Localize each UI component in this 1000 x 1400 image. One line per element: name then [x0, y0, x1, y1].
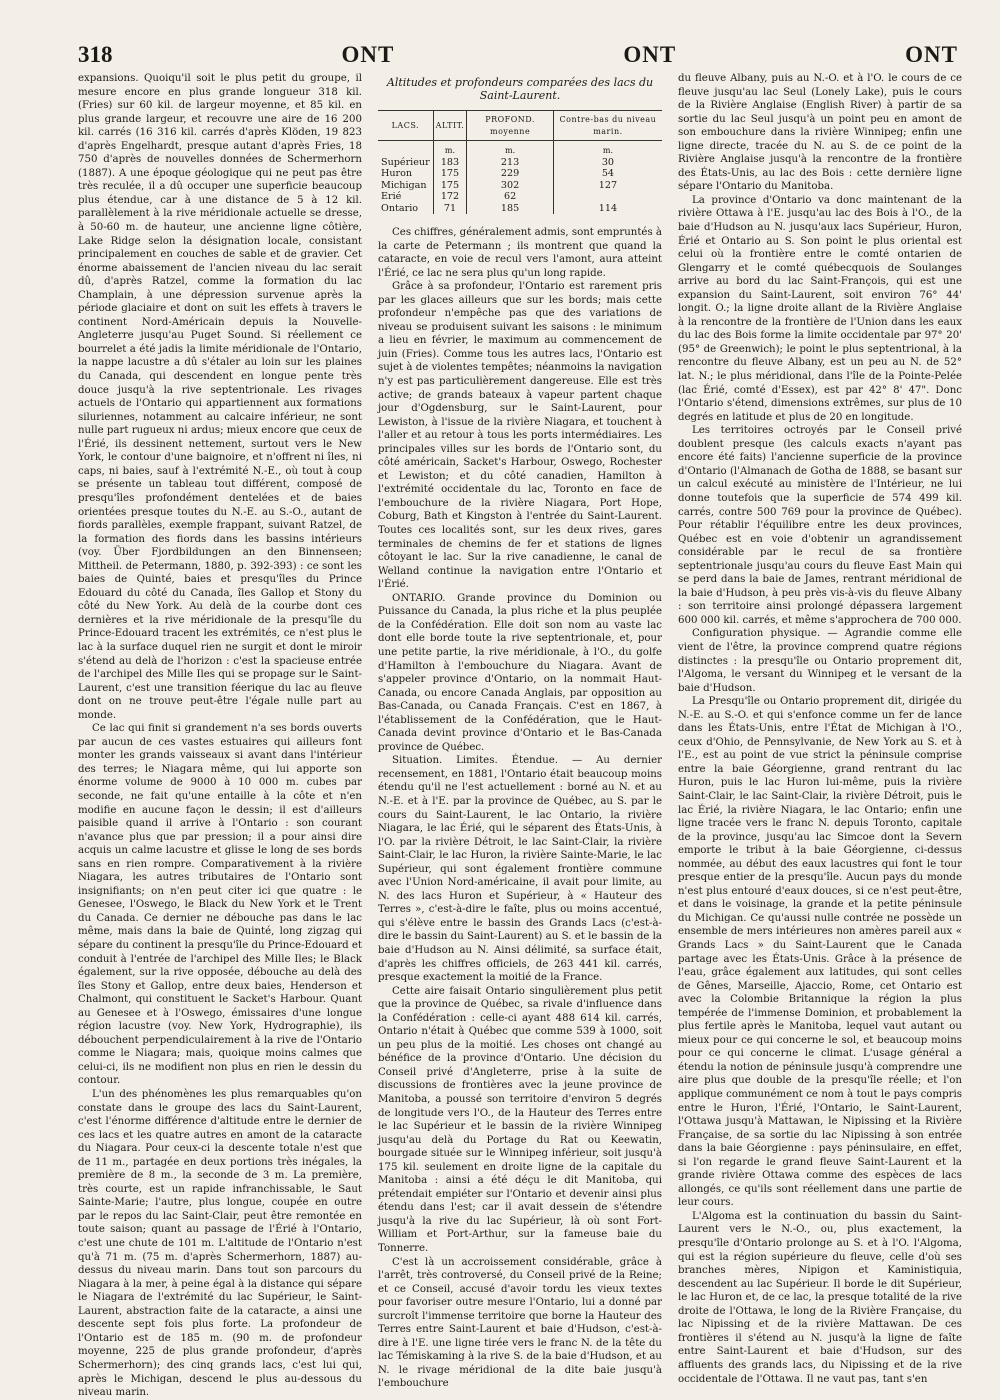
lake-name: Michigan	[381, 179, 427, 191]
article-entry-ontario: ONTARIO. Grande province du Dominion ou Puissance du Canada, la plus riche et la plus peuplée de la Confédération. Elle doit son nom au vaste lac dont elle borde toute la rive septentrionale, et, pour une petite partie, la rive méridionale, à l'O., du golfe d'Hamilton à l'embouchure du Niagara. Avant de s'appeler province d'Ontario, on la nommait Haut-Canada, ou encore Canada Anglais, par opposition au Bas-Canada, ou Canada Français. C'est en 1867, à l'établissement de la Confédération, que le Haut-Canada devint province d'Ontario et le Bas-Canada province de Québec.	[378, 592, 662, 753]
lake-below-sea	[553, 191, 662, 203]
lake-altitude: 71	[433, 203, 467, 215]
lake-depth: 62	[467, 191, 554, 203]
paragraph: Grâce à sa profondeur, l'Ontario est rarement pris par les glaces ailleurs que sur les bords; mais cette profondeur n'empêche pas que des variations de niveau se produisent suivant les saisons : le minimum a lieu en février, le maximum au commencement de juin (Fries). Comme tous les autres lacs, l'Ontario est sujet à de violentes tempêtes; néanmoins la navigation n'y est pas particulièrement dangereuse. Elle est très active; de grands bateaux à vapeur partent chaque jour d'Ogdensburg, sur le Saint-Laurent, pour Lewiston, à l'issue de la rivière Niagara, et touchent à l'aller et au retour à tous les ports intermédiaires. Les principales villes sur les bords de l'Ontario sont, du côté américain, Sacket's Harbour, Oswego, Rochester et Lewiston; et du côté canadien, Hamilton à l'extrémité occidentale du lac, Toronto en face de l'embouchure de la rivière Niagara, Port Hope, Coburg, Bath et Kingston à l'entrée du Saint-Laurent. Toutes ces localités sont, sur les deux rives, gares terminales de chemins de fer et stations de lignes côtoyant le lac. Sur la rive canadienne, le canal de Welland continue la navigation entre l'Ontario et l'Érié.	[378, 281, 662, 591]
unit: m.	[553, 141, 662, 157]
text-columns	[78, 72, 962, 1399]
lake-altitude: 175	[433, 168, 467, 180]
paragraph: L'un des phénomènes les plus remarquables qu'on constate dans le groupe des lacs du Saint-Laurent, c'est l'énorme différence d'altitude entre le dernier de ces lacs et les quatre autres en amont de la cataracte du Niagara. Pour ceux-ci la descente totale n'est que de 11 m., partagée en deux portions très inégales, la première de 8 m., la seconde de 3 m. La première, très courte, est un rapide infranchissable, le Saut Sainte-Marie; l'autre, plus longue, coupée en outre par le repos du lac Saint-Clair, peut être remontée en toute saison; quant au passage de l'Érié à l'Ontario, c'est une chute de 101 m. L'altitude de l'Ontario n'est qu'à 71 m. (75 m. d'après Schermerhorn, 1887) au-dessus du niveau marin. Dans tout son parcours du Niagara à la mer, à peine égal à la distance qui sépare le Niagara de l'extrémité du lac Supérieur, le Saint-Laurent, abstraction faite de la cataracte, a ainsi une descente sept fois plus forte. La profondeur de l'Ontario est de 185 m. (90 m. de profondeur moyenne, 225 de plus grande profondeur, d'après Schermerhorn); des cinq grands lacs, c'est lui qui, après le Michigan, descend le plus au-dessous du niveau marin.	[78, 1089, 362, 1399]
lake-name: Ontario	[381, 202, 419, 214]
lake-depth: 213	[467, 157, 554, 169]
lake-below-sea: 127	[553, 180, 662, 192]
paragraph: Configuration physique. — Agrandie comme elle vient de l'être, la province comprend quatre régions distinctes : la presqu'île ou Ontario proprement dit, l'Algoma, le versant du Winnipeg et le versant de la baie d'Hudson.	[678, 628, 962, 694]
table-units-row	[378, 141, 662, 157]
paragraph: Ces chiffres, généralement admis, sont empruntés à la carte de Petermann ; ils montrent que quand la cataracte, en voie de recul vers l'amont, aura atteint l'Érié, ce lac ne sera plus qu'un long rapide.	[378, 227, 662, 279]
paragraph: La province d'Ontario va donc maintenant de la rivière Ottawa à l'E. jusqu'au lac des Bois à l'O., de la baie d'Hudson au N. jusqu'aux lacs Supérieur, Huron, Érié et Ontario au S. Son point le plus oriental est celui où la frontière entre le comté ontarien de Glengarry et le comté québecquois de Soulanges arrive au bord du lac Saint-François, qui est une expansion du Saint-Laurent, soit environ 76° 44' longit. O.; la ligne droite allant de la Rivière Anglaise à la rencontre de la frontière de l'Union dans les eaux du lac des Bois forme la limite occidentale par 97° 20' (95° de Greenwich); le point le plus septentrional, à la rencontre du fleuve Albany, est un peu au N. de 52° lat. N.; le plus méridional, dans l'île de la Pointe-Pelée (lac Érié, comté d'Essex), est par 42° 8' 47". Donc l'Ontario s'étend, dimensions extrêmes, sur plus de 10 degrés en latitude et plus de 20 en longitude.	[678, 194, 962, 423]
table-title: Altitudes et profondeurs comparées des lacs du Saint-Laurent.	[386, 76, 654, 102]
paragraph: du fleuve Albany, puis au N.-O. et à l'O. le cours de ce fleuve jusqu'au lac Seul (Lonely Lake), puis le cours de la Rivière Anglaise (English River) à partir de sa sortie du lac Seul jusqu'à un point peu en amont de son embouchure dans la rivière Winnipeg; enfin une ligne directe, tracée du N. au S. de ce point de la Rivière Anglaise jusqu'à la rencontre de la frontière des États-Unis, au lac des Bois : cette dernière ligne sépare l'Ontario du Manitoba.	[678, 73, 962, 193]
lake-below-sea: 114	[553, 203, 662, 215]
table-header-below-sea: Contre-bas du niveau marin.	[553, 111, 662, 141]
paragraph: Situation. Limites. Étendue. — Au dernier recensement, en 1881, l'Ontario était beaucoup moins étendu qu'il ne l'est actuellement : borné au N. et au N.-E. et à l'E. par la province de Québec, au S. par le cours du Saint-Laurent, le lac Ontario, la rivière Niagara, le lac Érié, qui le séparent des États-Unis, à l'O. par la rivière Détroit, le lac Saint-Clair, la rivière Saint-Clair, le lac Huron, la rivière Sainte-Marie, le lac Supérieur, qui sont également frontière commune avec l'Union Nord-américaine, il avait pour limite, au N. des lacs Huron et Supérieur, à « Hauteur des Terres », c'est-à-dire le faîte, plus ou moins accentué, qui s'élève entre le bassin des Grands Lacs (c'est-à-dire le bassin du Saint-Laurent) au S. et le bassin de la baie d'Hudson au N. Ainsi délimité, sa surface était, d'après les chiffres officiels, de 263 441 kil. carrés, presque exactement la moitié de la France.	[378, 755, 662, 984]
unit: m.	[433, 141, 467, 157]
lake-altitude: 175	[433, 180, 467, 192]
paragraph: La Presqu'île ou Ontario proprement dit, dirigée du N.-E. au S.-O. et qui s'enfonce comme un fer de lance dans les États-Unis, entre l'État de Michigan à l'O., ceux d'Ohio, de Pennsylvanie, de New York au S. et à l'E., est au point de vue strict la péninsule comprise entre la baie Géorgienne, grand rentrant du lac Huron, puis le lac Huron lui-même, puis la rivière Saint-Clair, le lac Saint-Clair, la rivière Détroit, puis le lac Érié, la rivière Niagara, le lac Ontario; enfin une ligne tracée vers le franc N. depuis Toronto, capitale de la province, jusqu'au lac Simcoe dont la Severn emporte le tribut à la baie Géorgienne, ci-dessus nommée, au début des eaux lacustres qui font le tour presque entier de la presqu'île. Aucun pays du monde n'est plus entouré d'eaux douces, si ce n'est peut-être, et dans le voisinage, la grande et la petite péninsule du Michigan. Ce qu'aussi nulle contrée ne possède un ensemble de mers intérieures non amères pareil aux « Grands Lacs » du Saint-Laurent que le Canada partage avec les États-Unis. Grâce à la présence de l'eau, grâce également aux latitudes, qui sont celles de Gênes, Marseille, Ajaccio, Rome, cet Ontario est avec la Colombie Britannique la région la plus tempérée de l'immense Dominion, et probablement la plus fertile après le Manitoba, lequel vaut autant ou mieux pour ce qui concerne le sol, et beaucoup moins pour ce qui concerne le climat. L'usage général a étendu la notion de péninsule jusqu'à comprendre une aire plus que double de la presqu'île réelle; et l'on applique communément ce nom à tout le pays compris entre le Huron, l'Érié, l'Ontario, le Saint-Laurent, l'Ottawa jusqu'à Mattawan, le Nipissing et la Rivière Française, de sa sortie du lac Nipissing à son entrée dans la baie Géorgienne : pays péninsulaire, en effet, si l'on regarde le grand fleuve Saint-Laurent et la grande rivière Ottawa comme des espèces de lacs allongés, ce qu'ils sont réellement dans une partie de leur cours.	[678, 696, 962, 1209]
paragraph: Les territoires octroyés par le Conseil privé doublent presque (les calculs exacts n'ayant pas encore été faits) l'ancienne superficie de la province d'Ontario (l'Almanach de Gotha de 1888, se basant sur un calcul exécuté au ministère de l'Intérieur, ne lui donne toutefois que la superficie de 574 499 kil. carrés, contre 500 769 pour la province de Québec). Pour rétablir l'équilibre entre les deux provinces, Québec est en voie d'obtenir un agrandissement considérable par le recul de sa frontière septentrionale jusqu'au cours du fleuve East Main qui se perd dans la baie de James, rentrant méridional de la baie d'Hudson, à peu près vis-à-vis du fleuve Albany : son territoire ainsi prolongé dépassera largement 600 000 kil. carrés, et même s'approchera de 700 000.	[678, 425, 962, 626]
table-row	[378, 168, 662, 180]
column-right	[678, 72, 962, 1385]
paragraph: Ce lac qui finit si grandement n'a ses bords ouverts par aucun de ces vastes estuaires qui ailleurs font monter les grands vaisseaux si avant dans l'intérieur des terres; le Niagara même, qui lui apporte son énorme volume de 9000 à 10 000 m. cubes par seconde, ne fait qu'une entaille à la côte et n'en modifie en aucune façon le dessin; il est d'ailleurs paisible quand il arrive à l'Ontario : son courant n'avance plus que par pression; il a pour ainsi dire acquis un calme lacustre et glisse le long de ses bords sans en rien rompre. Comparativement à la rivière Niagara, les autres tributaires de l'Ontario sont insignifiants; on n'en peut citer ici que quatre : le Genesee, l'Oswego, le Black du New York et le Trent du Canada. Ce dernier ne débouche pas dans le lac même, mais dans la baie de Quinté, long zigzag qui sépare du continent la presqu'île du Prince-Edouard et conduit à l'entrée de l'archipel des Mille Iles; le Black également, sur la rive opposée, débouche au delà des îles Stony et Gallop, entre deux baies, Henderson et Chalmont, qui constituent le Sacket's Harbour. Quant au Genesee et à l'Oswego, émissaires d'une longue région lacustre (voy. New York, Hydrographie), ils débouchent perpendiculairement à la rive de l'Ontario comme le Niagara; mais, quoique moins calmes que celui-ci, ils ne modifient non plus en rien le dessin du contour.	[78, 723, 362, 1087]
running-head-right: ONT	[905, 42, 958, 67]
table-row	[378, 157, 662, 169]
table-row	[378, 180, 662, 192]
altitudes-table	[378, 110, 662, 214]
table-row	[378, 191, 662, 203]
paragraph: Cette aire faisait Ontario singulièrement plus petit que la province de Québec, sa rivale d'influence dans la Confédération : celle-ci ayant 488 614 kil. carrés, Ontario n'était à Québec que comme 539 à 1000, soit un peu plus de la moitié. Les choses ont changé au bénéfice de la province d'Ontario. Une décision du Conseil privé d'Angleterre, prise à la suite de discussions de frontières avec la jeune province de Manitoba, a poussé son territoire d'environ 5 degrés de longitude vers l'O., de la Hauteur des Terres entre le lac Supérieur et le bassin de la rivière Winnipeg jusqu'au delà du Portage du Rat ou Keewatin, bourgade située sur le Winnipeg inférieur, soit jusqu'à 175 kil. seulement en droite ligne de la capitale du Manitoba : ainsi a été déçu le dit Manitoba, qui prétendait empiéter sur l'Ontario et devenir ainsi plus étendu dans l'est; car il avait dessein de s'étendre jusqu'à la rive du lac Supérieur, là où sont Fort-William et Port-Arthur, sur la fameuse baie du Tonnerre.	[378, 985, 662, 1255]
unit: m.	[467, 141, 554, 157]
lake-depth: 185	[467, 203, 554, 215]
lake-depth: 229	[467, 168, 554, 180]
running-head-center: ONT	[623, 42, 677, 67]
table-header-depth: PROFOND. moyenne	[467, 111, 554, 141]
page-number: 318	[78, 42, 113, 67]
lake-name: Huron	[381, 168, 413, 179]
paragraph: L'Algoma est la continuation du bassin du Saint-Laurent vers le N.-O., ou, plus exactement, la presqu'île d'Ontario prolonge au S. et à l'O. l'Algoma, qui est la région supérieure du fleuve, celle d'où ses branches mères, Nipigon et Kaministiquia, descendent au lac Supérieur. Il borde le dit Supérieur, le lac Huron et, de ce lac, la presque totalité de la rive droite de l'Ottawa, le long de la Rivière Française, du lac Nipissing et de la rivière Mattawan. De ces frontières il s'étend au N. jusqu'à la ligne de faîte entre Saint-Laurent et baie d'Hudson, sur des affluents des grands lacs, du Nipissing et de la rive occidentale de l'Ottawa. Il ne vaut pas, tant s'en	[678, 1210, 962, 1385]
paragraph: C'est là un accroissement considérable, grâce à l'arrêt, très controversé, du Conseil privé de la Reine; et ce Conseil, accusé d'avoir tordu les vieux textes pour favoriser outre mesure l'Ontario, lui a donné par surcroît l'immense territoire que borne la Hauteur des Terres entre Saint-Laurent et baie d'Hudson, c'est-à-dire à l'E. une ligne tirée vers le franc N. de la tête du lac Témiskaming à la rive S. de la baie d'Hudson, et au N. le rivage méridional de la dite baie jusqu'à l'embouchure	[378, 1256, 662, 1390]
table-header-lakes: LACS.	[378, 111, 433, 141]
table-row	[378, 203, 662, 215]
column-left	[78, 72, 363, 1399]
paragraph: expansions. Quoiqu'il soit le plus petit du groupe, il mesure encore en plus grande longueur 318 kil. (Fries) sur 60 kil. de largeur moyenne, et 85 kil. en plus grande largeur, et recouvre une aire de 16 200 kil. carrés (16 316 kil. carrés d'après Klöden, 19 823 d'après Engelhardt, presque autant d'après Fries, 18 750 d'après de nouvelles données de Schermerhorn (1887). A une époque géologique qui ne peut pas être très reculée, il a dû occuper une superficie beaucoup plus étendue, car à une distance de 5 à 12 kil. parallèlement à la rive méridionale actuelle se dresse, à 50-60 m. de hauteur, une ancienne ligne côtière, Lake Ridge selon la désignation locale, consistant principalement en couches de sable et de gravier. Cet énorme abaissement de l'ancien niveau du lac serait dû, d'après Ratzel, comme la formation du lac Champlain, à une dépression survenue après la période glaciaire et dont on suit les effets à travers le continent Nord-Américain depuis la Nouvelle-Angleterre jusqu'au Puget Sound. Si réellement ce bourrelet a été jadis la limite méridionale de l'Ontario, la nappe lacustre a dû s'étaler au loin sur les plaines du Canada, qui descendent en longue pente très douce jusqu'à la rive septentrionale. Les rivages actuels de l'Ontario qui appartiennent aux formations siluriennes, notamment au calcaire inférieur, ne sont nulle part rugueux ni ardus; mieux encore que ceux de l'Érié, ils dessinent nettement, surtout vers le New York, le contour d'une baignoire, et n'offrent ni îles, ni caps, ni baies, sauf à l'extrémité N.-E., où tout à coup se présente un tableau tout différent, composé de presqu'îles profondément dentelées et de baies orientées presque toutes du N.-E. au S.-O., autant de fiords parallèles, exemple frappant, suivant Ratzel, de la formation des fiords dans les bassins intérieurs (voy. Über Fjordbildungen an den Binnenseen; Mittheil. de Petermann, 1880, p. 392-393) : ce sont les baies de Quinté, baies et presqu'îles du Prince Edouard du côté du Canada, îles Gallop et Stony du côté du New York. Au delà de la courbe dont ces dernières et la rive méridionale de la presqu'île du Prince-Edouard tracent les extrémités, ce n'est plus le lac à la surface duquel rien ne surgit et dont le miroir s'étend au delà de l'horizon : c'est la spacieuse entrée de l'archipel des Mille Iles qui se propage sur le Saint-Laurent, c'est une transition féerique du lac au fleuve dont on ne trouve peut-être l'égale nulle part au monde.	[78, 73, 363, 721]
running-head-left: ONT	[341, 42, 395, 67]
lake-depth: 302	[467, 180, 554, 192]
column-middle	[378, 72, 662, 1390]
table-header-altitude: ALTIT.	[433, 111, 467, 141]
lake-name: Supérieur	[381, 156, 430, 168]
lake-below-sea: 54	[553, 168, 662, 180]
lake-name: Erié	[381, 191, 402, 202]
lake-altitude: 172	[433, 191, 467, 203]
lake-altitude: 183	[433, 157, 467, 169]
lake-below-sea: 30	[553, 157, 662, 169]
